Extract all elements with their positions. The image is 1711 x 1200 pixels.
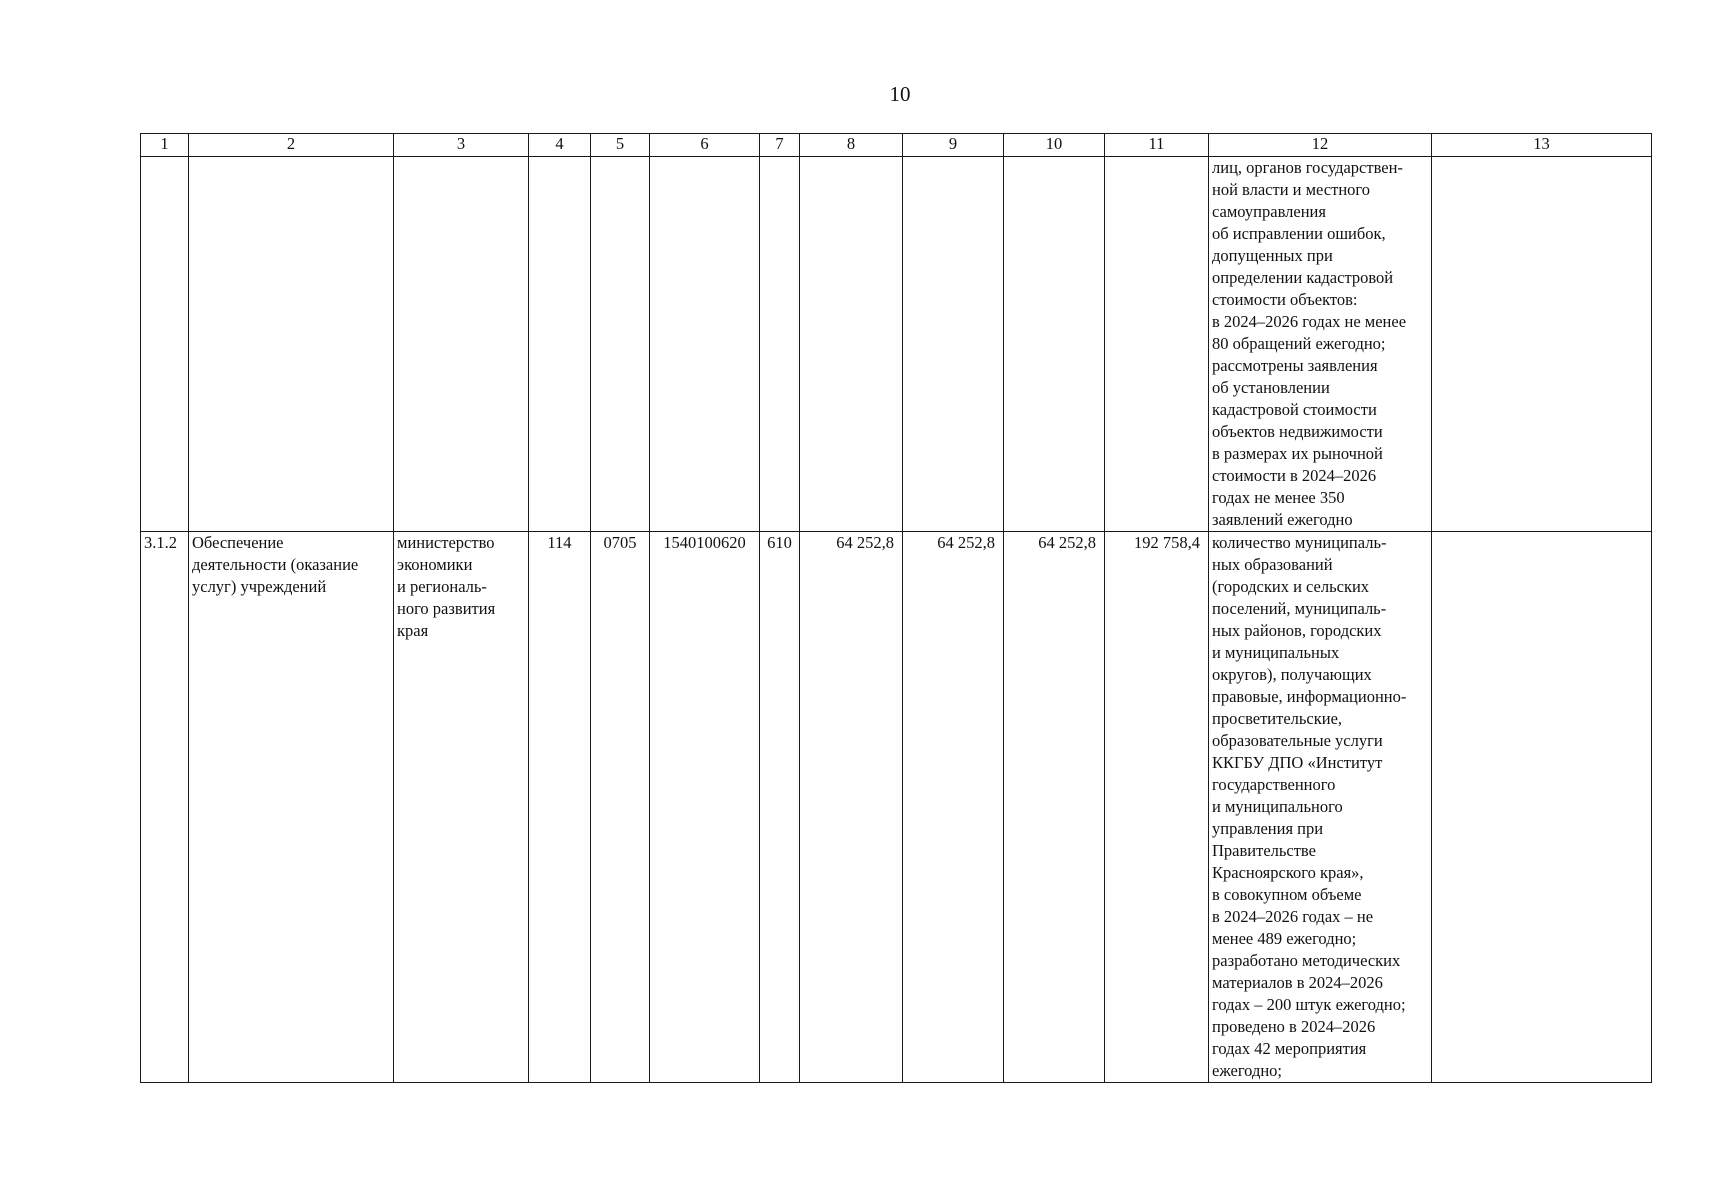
table-cell <box>903 157 1004 532</box>
amount-cell: 64 252,8 <box>903 532 1004 1083</box>
column-header: 9 <box>903 134 1004 157</box>
code-cell: 610 <box>760 532 800 1083</box>
column-header: 12 <box>1209 134 1432 157</box>
table-cell <box>394 157 529 532</box>
code-cell: 0705 <box>591 532 650 1083</box>
table-cell <box>529 157 591 532</box>
activity-name-cell: Обеспечение деятельности (оказание услуг) учреждений <box>189 532 394 1083</box>
column-header: 6 <box>650 134 760 157</box>
table-cell <box>800 157 903 532</box>
table-cell <box>1004 157 1105 532</box>
result-indicators-cell: количество муниципаль- ных образований (городских и сельских поселений, муниципаль- ных районов, городских и муниципальных округов), получающих правовые, информационно- просветительские, образовательные услуги ККГБУ ДПО «Институт государственного и муниципального управления при Правительстве Красноярского края», в совокупном объеме в 2024–2026 годах – не менее 489 ежегодно; разработано методических материалов в 2024–2026 годах – 200 штук ежегодно; проведено в 2024–2026 годах 42 мероприятия ежегодно; <box>1209 532 1432 1083</box>
column-header: 1 <box>141 134 189 157</box>
amount-cell: 64 252,8 <box>1004 532 1105 1083</box>
column-header: 5 <box>591 134 650 157</box>
column-header: 13 <box>1432 134 1652 157</box>
table-cell <box>650 157 760 532</box>
column-header: 8 <box>800 134 903 157</box>
budget-table <box>140 133 1652 1083</box>
column-header: 4 <box>529 134 591 157</box>
table-row <box>141 157 1652 532</box>
table-cell <box>189 157 394 532</box>
column-header: 3 <box>394 134 529 157</box>
table-cell <box>591 157 650 532</box>
page-number: 10 <box>889 82 911 106</box>
table-cell <box>1105 157 1209 532</box>
column-header: 7 <box>760 134 800 157</box>
responsible-body-cell: министерство экономики и региональ- ного развития края <box>394 532 529 1083</box>
column-header: 10 <box>1004 134 1105 157</box>
amount-cell: 64 252,8 <box>800 532 903 1083</box>
table-cell <box>1432 532 1652 1083</box>
total-amount-cell: 192 758,4 <box>1105 532 1209 1083</box>
code-cell: 1540100620 <box>650 532 760 1083</box>
table-cell <box>1432 157 1652 532</box>
column-header: 11 <box>1105 134 1209 157</box>
table-header-row <box>141 134 1652 157</box>
code-cell: 114 <box>529 532 591 1083</box>
table-cell <box>760 157 800 532</box>
table-cell <box>141 157 189 532</box>
column-header: 2 <box>189 134 394 157</box>
table-row <box>141 532 1652 1083</box>
result-indicators-cell: лиц, органов государствен- ной власти и местного самоуправления об исправлении ошибок, допущенных при определении кадастровой стоимости объектов: в 2024–2026 годах не менее 80 обращений ежегодно; рассмотрены заявления об установлении кадастровой стоимости объектов недвижимости в размерах их рыночной стоимости в 2024–2026 годах не менее 350 заявлений ежегодно <box>1209 157 1432 532</box>
item-number-cell: 3.1.2 <box>141 532 189 1083</box>
